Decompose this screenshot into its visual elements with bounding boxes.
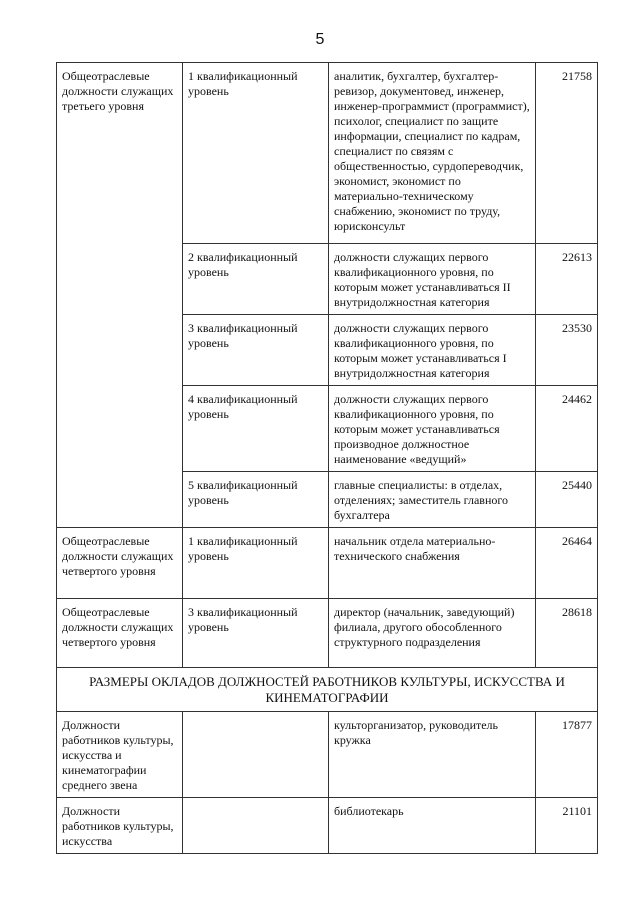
group-cell <box>57 472 183 528</box>
group-cell <box>57 315 183 386</box>
table-row <box>57 798 598 854</box>
level-cell <box>183 798 329 854</box>
section-row <box>57 668 598 712</box>
level-cell: 1 квалификационный уровень <box>183 528 329 599</box>
positions-cell: библиотекарь <box>329 798 536 854</box>
level-cell: 3 квалификационный уровень <box>183 599 329 668</box>
salary-cell: 22613 <box>536 244 598 315</box>
table-row <box>57 63 598 244</box>
group-cell: Общеотраслевые должности служащих третьего уровня <box>57 63 183 244</box>
level-cell: 5 квалификационный уровень <box>183 472 329 528</box>
level-cell: 4 квалификационный уровень <box>183 386 329 472</box>
salary-cell: 24462 <box>536 386 598 472</box>
group-cell: Должности работников культуры, искусства и кинематографии среднего звена <box>57 712 183 798</box>
salary-cell: 26464 <box>536 528 598 599</box>
group-cell: Общеотраслевые должности служащих четвертого уровня <box>57 528 183 599</box>
salary-cell: 28618 <box>536 599 598 668</box>
section-heading: РАЗМЕРЫ ОКЛАДОВ ДОЛЖНОСТЕЙ РАБОТНИКОВ КУЛЬТУРЫ, ИСКУССТВА И КИНЕМАТОГРАФИИ <box>57 668 598 712</box>
table-row <box>57 599 598 668</box>
salary-cell: 17877 <box>536 712 598 798</box>
positions-cell: должности служащих первого квалификационного уровня, по которым может устанавливаться производное должностное наименование «ведущий» <box>329 386 536 472</box>
positions-cell: аналитик, бухгалтер, бухгалтер-ревизор, документовед, инженер, инженер-программист (программист), психолог, специалист по защите информации, специалист по кадрам, специалист по связям с общественностью, сурдопереводчик, экономист, экономист по материально-техническому снабжению, экономист по труду, юрисконсульт <box>329 63 536 244</box>
group-cell: Должности работников культуры, искусства <box>57 798 183 854</box>
page-number: 5 <box>315 31 325 48</box>
level-cell <box>183 712 329 798</box>
group-cell <box>57 244 183 315</box>
level-cell: 1 квалификационный уровень <box>183 63 329 244</box>
table-row <box>57 472 598 528</box>
salary-cell: 21101 <box>536 798 598 854</box>
positions-cell: директор (начальник, заведующий) филиала, другого обособленного структурного подразделения <box>329 599 536 668</box>
table-row <box>57 386 598 472</box>
positions-cell: главные специалисты: в отделах, отделениях; заместитель главного бухгалтера <box>329 472 536 528</box>
salary-cell: 21758 <box>536 63 598 244</box>
level-cell: 3 квалификационный уровень <box>183 315 329 386</box>
group-cell: Общеотраслевые должности служащих четвертого уровня <box>57 599 183 668</box>
salary-cell: 23530 <box>536 315 598 386</box>
positions-cell: начальник отдела материально-технического снабжения <box>329 528 536 599</box>
positions-cell: должности служащих первого квалификационного уровня, по которым может устанавливаться I внутридолжностная категория <box>329 315 536 386</box>
table-row <box>57 244 598 315</box>
group-cell <box>57 386 183 472</box>
level-cell: 2 квалификационный уровень <box>183 244 329 315</box>
positions-cell: культорганизатор, руководитель кружка <box>329 712 536 798</box>
table-row <box>57 315 598 386</box>
salary-table <box>56 62 598 854</box>
table-row <box>57 712 598 798</box>
positions-cell: должности служащих первого квалификационного уровня, по которым может устанавливаться II внутридолжностная категория <box>329 244 536 315</box>
table-row <box>57 528 598 599</box>
salary-cell: 25440 <box>536 472 598 528</box>
